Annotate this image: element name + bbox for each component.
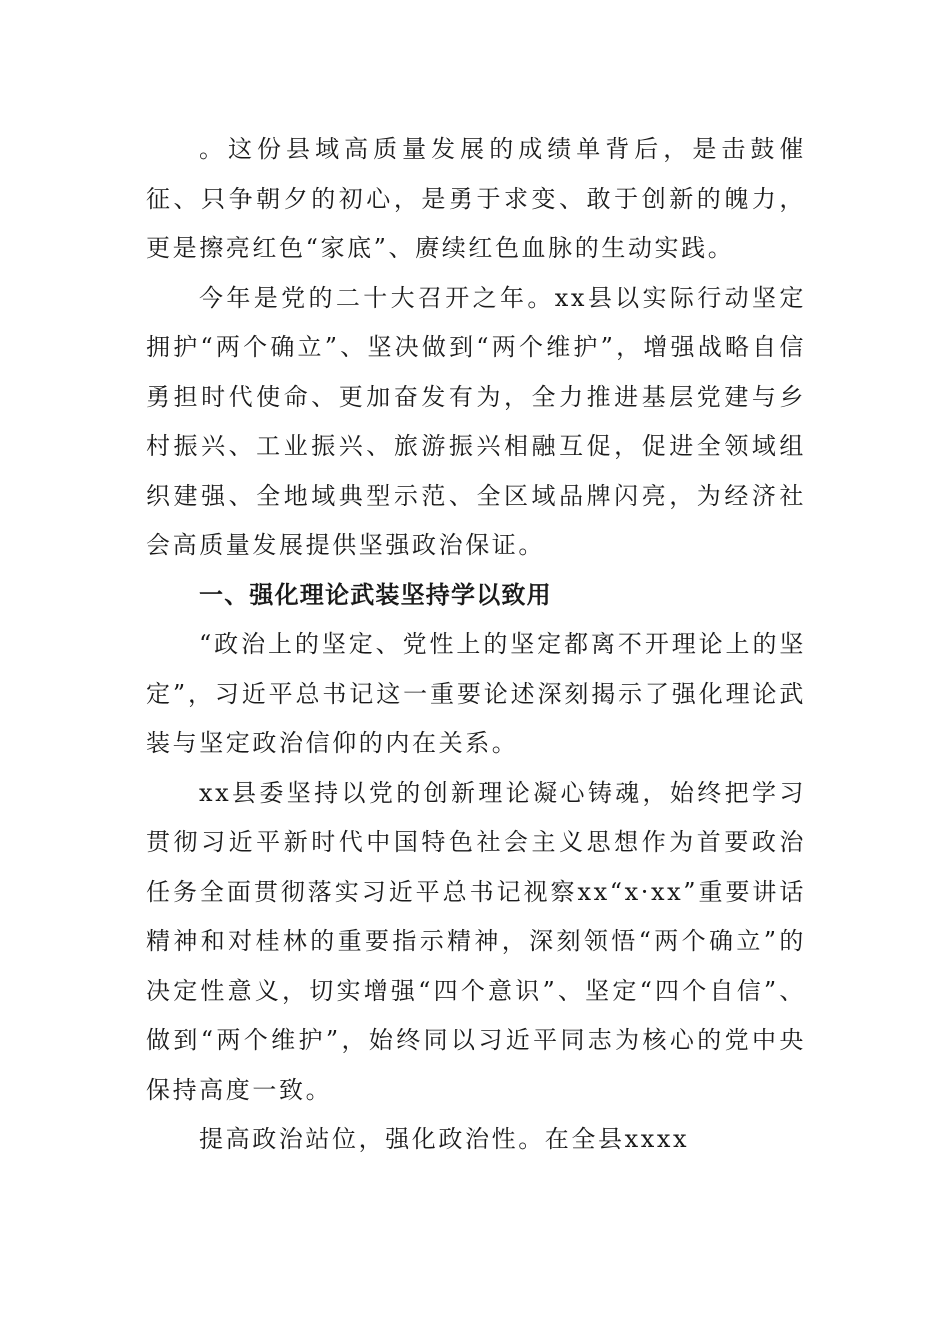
paragraph-1: 。这份县域高质量发展的成绩单背后，是击鼓催征、只争朝夕的初心，是勇于求变、敢于创新的魄力，更是擦亮红色“家底”、赓续红色血脉的生动实践。 xyxy=(146,135,806,262)
paragraph-4: xx县委坚持以党的创新理论凝心铸魂，始终把学习贯彻习近平新时代中国特色社会主义思想作为首要政治任务全面贯彻落实习近平总书记视察xx“x·xx”重要讲话精神和对桂林的重要指示精神，深刻领悟“两个确立”的决定性意义，切实增强“四个意识”、坚定“四个自信”、做到“两个维护”，始终同以习近平同志为核心的党中央保持高度一致。 xyxy=(146,778,806,1104)
document-body xyxy=(146,125,806,1165)
paragraph-3: “政治上的坚定、党性上的坚定都离不开理论上的坚定”，习近平总书记这一重要论述深刻揭示了强化理论武装与坚定政治信仰的内在关系。 xyxy=(146,630,806,757)
paragraph-2: 今年是党的二十大召开之年。xx县以实际行动坚定拥护“两个确立”、坚决做到“两个维护”，增强战略自信勇担时代使命、更加奋发有为，全力推进基层党建与乡村振兴、工业振兴、旅游振兴相融互促，促进全领域组织建强、全地域典型示范、全区域品牌闪亮，为经济社会高质量发展提供坚强政治保证。 xyxy=(146,283,806,559)
paragraph-5: 提高政治站位，强化政治性。在全县xxxx xyxy=(199,1125,690,1153)
section-heading-1: 一、强化理论武装坚持学以致用 xyxy=(199,580,552,609)
